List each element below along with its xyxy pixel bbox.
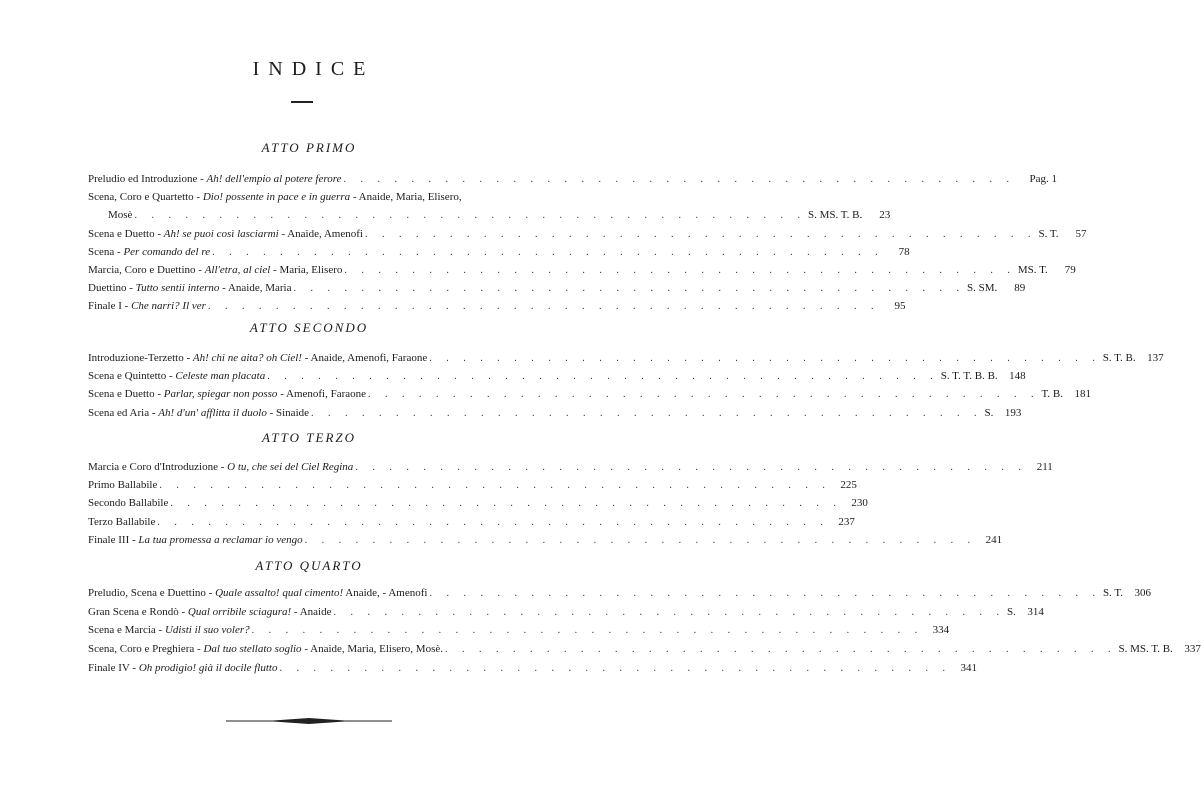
act-heading: ATTO PRIMO xyxy=(261,140,357,155)
index-entry xyxy=(88,245,910,263)
entry-page: 89 xyxy=(1014,282,1026,295)
entry-characters: - Anaide, Amenofi xyxy=(278,227,363,240)
entry-title xyxy=(88,461,353,473)
dot-leader: . . . . . . . . . . . . . . . . . . . . . . . . . . . . . . . . . . . . . . . . xyxy=(364,228,1037,240)
index-entry xyxy=(88,191,518,208)
entry-incipit: All'etra, al ciel xyxy=(204,264,271,276)
entry-page: 148 xyxy=(1009,370,1026,383)
entry-voices: S. MS. T. B. xyxy=(1118,643,1173,656)
entry-page: 181 xyxy=(1074,388,1092,401)
entry-title xyxy=(88,370,265,382)
entry-prefix: Marcia, Coro e Duettino - xyxy=(88,264,205,276)
entry-incipit: La tua promessa a reclamar io vengo xyxy=(138,533,303,546)
entry-characters: - Anaide, Maria, Elisero, Mosè. xyxy=(301,643,443,656)
entry-incipit: Dal tuo stellato soglio xyxy=(203,643,302,656)
entry-title xyxy=(88,191,462,203)
entry-prefix: Terzo Ballabile xyxy=(88,515,156,528)
entry-prefix: Primo Ballabile xyxy=(88,479,158,492)
entry-prefix: Scena e Quintetto - xyxy=(88,370,176,383)
entry-page: 79 xyxy=(1064,264,1076,276)
entry-title xyxy=(88,624,250,636)
index-entry xyxy=(88,352,1164,369)
entry-voices: S. SM. xyxy=(967,282,998,295)
index-entry xyxy=(88,661,977,679)
entry-page: 211 xyxy=(1036,461,1053,473)
entry-characters: - Sinaide xyxy=(266,406,310,419)
index-entry xyxy=(88,461,1053,478)
entry-voices: S. T. B. xyxy=(1102,352,1136,364)
entry-voices: S. xyxy=(984,406,994,419)
index-entry xyxy=(88,282,1026,299)
entry-incipit: Oh prodigio! già il docile flutto xyxy=(138,661,278,674)
entry-characters: Anaide, - Amenofi xyxy=(343,587,428,599)
index-entry xyxy=(88,406,1022,424)
dot-leader: . . . . . . . . . . . . . . . . . . . . . . . . . . . . . . . . . . . . . . . . xyxy=(429,588,1101,599)
entry-incipit: Ah! chi ne aita? oh Ciel! xyxy=(192,352,302,364)
entry-prefix: Scena, Coro e Preghiera - xyxy=(88,643,204,656)
entry-voices: T. B. xyxy=(1041,388,1064,401)
dot-leader: . . . . . . . . . . . . . . . . . . . . . . . . . . . . . . . . . . . . . . . . xyxy=(343,174,1015,185)
entry-voices: MS. T. xyxy=(1017,264,1048,276)
dot-leader: . . . . . . . . . . . . . . . . . . . . . . . . . . . . . . . . . . . . . . . . xyxy=(368,389,1040,401)
entry-characters: - Maria, Elisero xyxy=(270,264,343,276)
entry-page: 314 xyxy=(1027,605,1044,618)
index-entry xyxy=(88,479,857,496)
entry-incipit: Qual orribile sciagura! xyxy=(187,605,292,618)
entry-page: 193 xyxy=(1004,406,1022,419)
entry-title xyxy=(88,479,157,491)
index-title: INDICE xyxy=(252,58,375,80)
index-entry xyxy=(88,497,868,514)
entry-page: 241 xyxy=(985,533,1003,546)
entry-title xyxy=(88,282,292,294)
dot-leader: . . . . . . . . . . . . . . . . . . . . . . . . . . . . . . . . . . . . . . . . xyxy=(157,516,829,528)
entry-title xyxy=(88,516,155,528)
index-entry xyxy=(88,587,1152,604)
dot-leader: . . . . . . . . . . . . . . . . . . . . . . . . . . . . . . . . . . . . . . . . xyxy=(293,283,965,295)
entry-incipit: Quale assalto! qual cimento! xyxy=(215,587,344,599)
dot-leader: . . . . . . . . . . . . . . . . . . . . . . . . . . . . . . . . . . . . . . . . xyxy=(170,498,842,510)
entry-prefix: Marcia e Coro d'Introduzione - xyxy=(88,461,228,473)
entry-title xyxy=(88,587,427,599)
entry-prefix: Finale IV - xyxy=(88,661,139,674)
dot-leader: . . . . . . . . . . . . . . . . . . . . . . . . . . . . . . . . . . . . . . . . xyxy=(304,534,977,546)
index-entry xyxy=(88,533,1003,551)
dot-leader: . . . . . . . . . . . . . . . . . . . . . . . . . . . . . . . . . . . . . . . . xyxy=(134,210,806,222)
entry-title xyxy=(88,246,210,258)
entry-voices: S. T. xyxy=(1102,587,1124,599)
entry-title xyxy=(88,497,168,509)
entry-voices: S. T. T. B. B. xyxy=(940,370,998,383)
entry-page: 341 xyxy=(960,661,977,674)
dot-leader: . . . . . . . . . . . . . . . . . . . . . . . . . . . . . . . . . . . . . . . . xyxy=(333,606,1005,618)
entry-incipit: Ah! se puoi così lasciarmi xyxy=(163,227,279,240)
index-entry xyxy=(88,173,1057,190)
entry-incipit: O tu, che sei del Ciel Regina xyxy=(227,461,354,473)
index-entry xyxy=(88,643,1201,660)
entry-prefix: Duettino - xyxy=(88,282,136,295)
index-entry xyxy=(88,388,1092,405)
entry-prefix: Finale III - xyxy=(88,533,139,546)
act-heading: ATTO TERZO xyxy=(261,430,357,445)
entry-prefix: Introduzione-Terzetto - xyxy=(88,352,193,364)
dot-leader: . . . . . . . . . . . . . . . . . . . . . . . . . . . . . . . . . . . . . . . . xyxy=(344,265,1016,276)
title-rule xyxy=(291,101,313,103)
entry-prefix: Scena, Coro e Quartetto - xyxy=(88,191,203,204)
entry-title xyxy=(88,264,342,276)
entry-characters: - Anaide, Amenofi, Faraone xyxy=(301,352,428,364)
entry-characters: - Anaide, Maria xyxy=(219,282,292,295)
entry-characters: - Anaide, Maria, Elisero, xyxy=(350,191,462,204)
index-entry xyxy=(88,300,906,317)
index-entry xyxy=(108,209,891,226)
dot-leader: . . . . . . . . . . . . . . . . . . . . . . . . . . . . . . . . . . . . . . . . xyxy=(279,662,951,674)
entry-voices: S. T. xyxy=(1038,227,1059,240)
act-heading: ATTO SECONDO xyxy=(249,320,369,335)
dot-leader: . . . . . . . . . . . . . . . . . . . . . . . . . . . . . . . . . . . . . . . . xyxy=(429,353,1101,364)
index-entry xyxy=(88,605,1044,623)
entry-page: 230 xyxy=(851,497,868,510)
entry-title xyxy=(88,643,443,655)
entry-prefix: Gran Scena e Rondò - xyxy=(88,605,188,618)
dot-leader: . . . . . . . . . . . . . . . . . . . . . . . . . . . . . . . . . . . . . . . . xyxy=(355,462,1027,473)
entry-title xyxy=(88,534,303,546)
entry-page: 95 xyxy=(894,300,906,313)
index-entry xyxy=(88,624,950,641)
entry-incipit: Dio! possente in pace e in guerra xyxy=(202,191,351,204)
entry-prefix: Mosè xyxy=(108,209,133,222)
entry-characters: - Amenofi, Faraone xyxy=(277,388,367,401)
entry-incipit: Ah! dell'empio al potere ferore xyxy=(206,173,342,185)
entry-title xyxy=(88,173,341,185)
entry-prefix: Preludio, Scena e Duettino - xyxy=(88,587,216,599)
entry-incipit: Parlar, spiegar non posso xyxy=(163,388,278,401)
entry-incipit: Per comando del re xyxy=(123,245,211,258)
dot-leader: . . . . . . . . . . . . . . . . . . . . . . . . . . . . . . . . . . . . . . . . xyxy=(267,371,939,383)
entry-prefix: Preludio ed Introduzione - xyxy=(88,173,207,185)
index-entry xyxy=(88,264,1076,281)
entry-incipit: Tutto sentii interno xyxy=(135,282,220,295)
entry-title xyxy=(88,352,427,364)
entry-prefix: Scena e Marcia - xyxy=(88,624,165,637)
entry-incipit: Udisti il suo voler? xyxy=(164,624,250,637)
entry-prefix: Secondo Ballabile xyxy=(88,497,169,510)
entry-prefix: Scena - xyxy=(88,245,124,258)
dot-leader: . . . . . . . . . . . . . . . . . . . . . . . . . . . . . . . . . . . . . . . . xyxy=(212,246,884,258)
entry-title xyxy=(88,606,332,618)
entry-title xyxy=(88,228,363,240)
index-entry xyxy=(88,370,1026,387)
entry-page: Pag. 1 xyxy=(1029,173,1057,185)
entry-page: 306 xyxy=(1134,587,1152,599)
entry-voices: S. xyxy=(1007,605,1016,618)
entry-page: 137 xyxy=(1147,352,1164,364)
dot-leader: . . . . . . . . . . . . . . . . . . . . . . . . . . . . . . . . . . . . . . . . xyxy=(311,407,983,419)
entry-title xyxy=(88,388,366,400)
entry-incipit: Che narri? Il ver xyxy=(131,300,206,313)
entry-page: 23 xyxy=(879,209,891,222)
dot-leader: . . . . . . . . . . . . . . . . . . . . . . . . . . . . . . . . . . . . . . . . xyxy=(445,644,1117,656)
index-entry xyxy=(88,227,1087,245)
dot-leader: . . . . . . . . . . . . . . . . . . . . . . . . . . . . . . . . . . . . . . . . xyxy=(251,625,924,637)
dot-leader: . . . . . . . . . . . . . . . . . . . . . . . . . . . . . . . . . . . . . . . . xyxy=(159,480,831,492)
entry-prefix: Scena e Duetto - xyxy=(88,388,164,401)
entry-incipit: Ah! d'un' afflitta il duolo xyxy=(158,406,267,419)
entry-title xyxy=(108,209,132,221)
ornament-rule xyxy=(226,716,392,726)
entry-incipit: Celeste man placata xyxy=(175,370,266,383)
entry-prefix: Scena ed Aria - xyxy=(88,406,159,419)
entry-prefix: Scena e Duetto - xyxy=(88,227,164,240)
act-heading: ATTO QUARTO xyxy=(255,558,363,573)
entry-characters: - Anaide xyxy=(291,605,332,618)
entry-title xyxy=(88,662,277,674)
entry-page: 78 xyxy=(898,245,910,258)
entry-page: 57 xyxy=(1075,227,1087,240)
entry-prefix: Finale I - xyxy=(88,300,132,313)
entry-title xyxy=(88,407,309,419)
entry-voices: S. MS. T. B. xyxy=(807,209,863,222)
dot-leader: . . . . . . . . . . . . . . . . . . . . . . . . . . . . . . . . . . . . . . . . xyxy=(207,301,880,313)
entry-page: 334 xyxy=(932,624,950,637)
entry-title xyxy=(88,300,206,312)
entry-page: 237 xyxy=(838,515,855,528)
index-entry xyxy=(88,515,855,533)
entry-page: 225 xyxy=(840,479,857,492)
entry-page: 337 xyxy=(1184,643,1201,656)
